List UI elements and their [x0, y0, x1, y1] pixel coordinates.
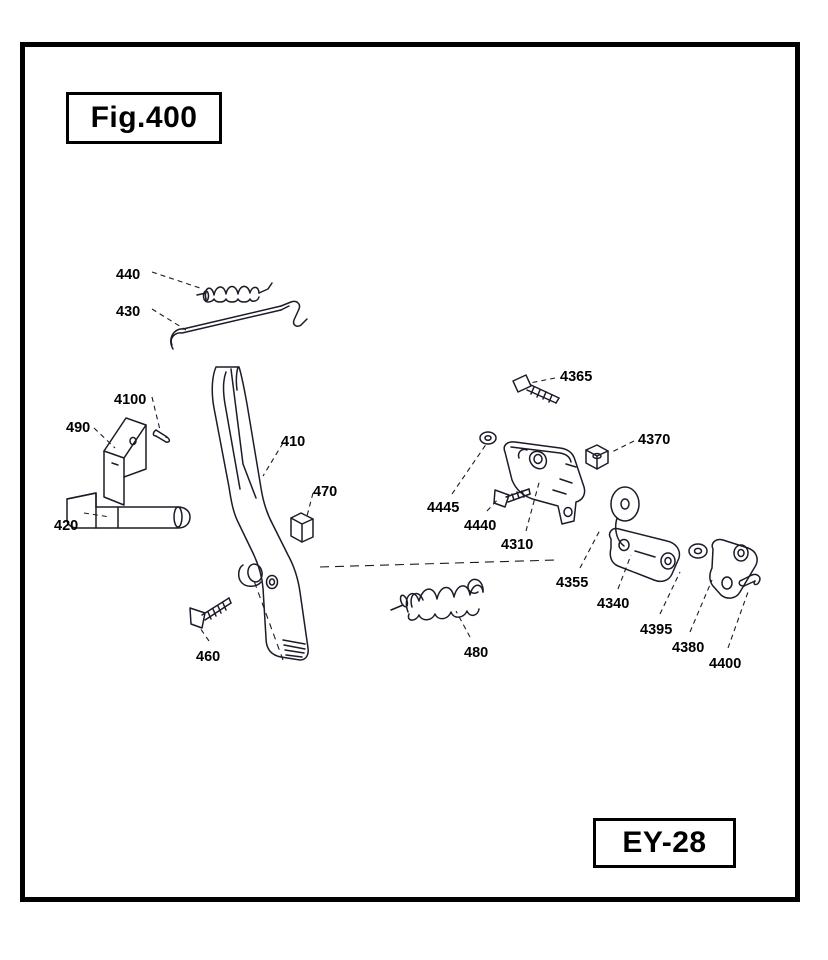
callout-4365: 4365	[560, 369, 593, 385]
callout-4395: 4395	[640, 622, 673, 638]
part-4380-plate	[710, 540, 757, 599]
part-440-spring	[197, 283, 272, 302]
part-4340-lever	[610, 529, 680, 582]
part-4355-cam	[611, 487, 639, 546]
leader-4340	[618, 555, 631, 589]
leader-4365	[530, 378, 555, 383]
leader-410	[263, 443, 283, 476]
callout-420: 420	[54, 518, 79, 534]
leader-4310	[526, 479, 540, 531]
leader-480	[456, 611, 470, 637]
leader-4100	[152, 397, 160, 430]
part-4445-washer	[480, 432, 496, 444]
model-number-label: EY-28	[622, 826, 707, 859]
part-430-rod	[171, 301, 307, 349]
callout-4355: 4355	[556, 575, 589, 591]
callout-470: 470	[313, 484, 338, 500]
callout-4400: 4400	[709, 656, 742, 672]
callout-430: 430	[116, 304, 141, 320]
leader-460	[200, 628, 209, 641]
part-4400-pin	[739, 574, 760, 586]
callout-440: 440	[116, 267, 141, 283]
leader-4380	[690, 580, 712, 632]
callout-4370: 4370	[638, 432, 671, 448]
part-410-lever	[212, 367, 308, 660]
leader-4400	[728, 592, 748, 648]
callout-4340: 4340	[597, 596, 630, 612]
callout-4100: 4100	[114, 392, 147, 408]
part-480-spring	[391, 579, 483, 620]
part-4370-nut	[586, 445, 608, 469]
callout-410: 410	[281, 434, 306, 450]
leader-4445	[452, 443, 487, 494]
part-4100-pin	[153, 430, 169, 442]
callout-4380: 4380	[672, 640, 705, 656]
callout-460: 460	[196, 649, 221, 665]
callout-480: 480	[464, 645, 489, 661]
leader-4370	[612, 441, 634, 452]
callout-490: 490	[66, 420, 91, 436]
figure-number-label: Fig.400	[90, 101, 198, 134]
leader-420	[84, 513, 110, 517]
part-4440-pin	[494, 489, 530, 507]
part-4395-washer	[689, 544, 707, 558]
leader-lines	[84, 272, 748, 660]
part-490-bracket	[104, 418, 146, 505]
leader-430	[152, 309, 186, 330]
part-470-block	[291, 513, 313, 542]
callout-4310: 4310	[501, 537, 534, 553]
center-axis	[320, 560, 556, 567]
callout-4440: 4440	[464, 518, 497, 534]
part-420-shaft	[67, 493, 190, 528]
part-4365-bolt	[513, 375, 559, 403]
leader-440	[152, 272, 200, 288]
part-4310-governor-arm	[504, 442, 584, 524]
callout-4445: 4445	[427, 500, 460, 516]
leader-4355	[580, 530, 600, 568]
part-460-bolt	[190, 598, 231, 628]
